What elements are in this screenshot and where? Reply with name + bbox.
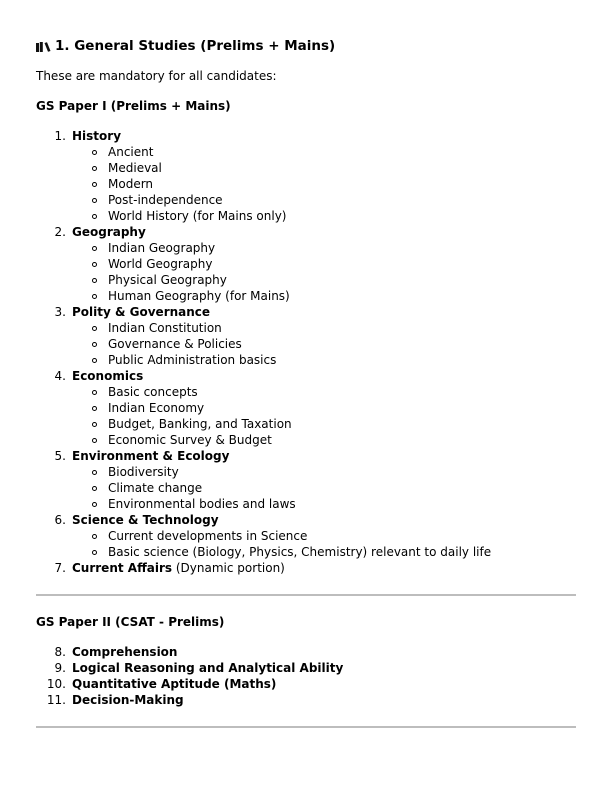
topic-name: Economics <box>72 369 144 383</box>
subtopic-item <box>72 432 576 448</box>
subtopic-text: Human Geography (for Mains) <box>108 289 290 303</box>
subtopic-item <box>72 192 576 208</box>
subtopic-item <box>72 256 576 272</box>
subtopic-text: Physical Geography <box>108 273 227 287</box>
item-number: 8. <box>54 645 66 659</box>
bullet-circle-icon <box>92 278 97 283</box>
topic-note: (Dynamic portion) <box>172 561 285 575</box>
paper1-topic-list <box>36 128 576 576</box>
subtopic-item <box>72 528 576 544</box>
bullet-circle-icon <box>92 422 97 427</box>
subtopic-list <box>72 144 576 224</box>
subtopic-text: Basic science (Biology, Physics, Chemistry) relevant to daily life <box>108 545 492 559</box>
item-number: 10. <box>46 677 66 691</box>
item-number: 7. <box>54 561 66 575</box>
item-number: 4. <box>54 369 66 383</box>
divider <box>36 594 576 596</box>
subtopic-text: Medieval <box>108 161 162 175</box>
subtopic-item <box>72 336 576 352</box>
subtopic-text: Ancient <box>108 145 154 159</box>
subtopic-text: Environmental bodies and laws <box>108 497 296 511</box>
subtopic-text: Modern <box>108 177 154 191</box>
subtopic-item <box>72 320 576 336</box>
subtopic-text: World History (for Mains only) <box>108 209 287 223</box>
list-item <box>36 448 576 512</box>
list-item <box>36 224 576 304</box>
bullet-circle-icon <box>92 406 97 411</box>
list-item <box>36 304 576 368</box>
subtopic-item <box>72 144 576 160</box>
list-item <box>36 560 576 576</box>
topic-name: Environment & Ecology <box>72 449 230 463</box>
topic-name: Current Affairs <box>72 561 173 575</box>
list-item <box>36 368 576 448</box>
subtopic-text: Indian Constitution <box>108 321 222 335</box>
bullet-circle-icon <box>92 246 97 251</box>
bullet-circle-icon <box>92 294 97 299</box>
subtopic-item <box>72 544 576 560</box>
subtopic-item <box>72 160 576 176</box>
subtopic-text: Current developments in Science <box>108 529 308 543</box>
paper2-title: GS Paper II (CSAT - Prelims) <box>36 615 225 629</box>
bullet-circle-icon <box>92 182 97 187</box>
section-title <box>36 0 576 54</box>
item-number: 6. <box>54 513 66 527</box>
subtopic-list <box>72 464 576 512</box>
paper1-title: GS Paper I (Prelims + Mains) <box>36 99 231 113</box>
section-title-text: 1. General Studies (Prelims + Mains) <box>55 38 336 54</box>
list-item <box>36 644 576 660</box>
list-item <box>36 512 576 560</box>
subtopic-item <box>72 272 576 288</box>
subtopic-list <box>72 320 576 368</box>
bullet-circle-icon <box>92 470 97 475</box>
subtopic-text: Post-independence <box>108 193 223 207</box>
subtopic-text: Indian Geography <box>108 241 216 255</box>
list-item <box>36 676 576 692</box>
subtopic-item <box>72 384 576 400</box>
item-number: 3. <box>54 305 66 319</box>
list-item <box>36 692 576 708</box>
list-item <box>36 128 576 224</box>
bullet-circle-icon <box>92 438 97 443</box>
item-number: 1. <box>54 129 66 143</box>
list-item <box>36 660 576 676</box>
topic-name: Science & Technology <box>72 513 219 527</box>
bullet-circle-icon <box>92 502 97 507</box>
bullet-circle-icon <box>92 198 97 203</box>
subtopic-item <box>72 208 576 224</box>
bullet-circle-icon <box>92 534 97 539</box>
topic-name: Comprehension <box>72 645 178 659</box>
subtopic-item <box>72 352 576 368</box>
item-number: 5. <box>54 449 66 463</box>
paper2-topic-list <box>36 644 576 708</box>
subtopic-item <box>72 176 576 192</box>
subtopic-text: Budget, Banking, and Taxation <box>108 417 292 431</box>
topic-name: Quantitative Aptitude (Maths) <box>72 677 277 691</box>
subtopic-text: Basic concepts <box>108 385 198 399</box>
subtopic-list <box>72 240 576 304</box>
item-number: 9. <box>54 661 66 675</box>
subtopic-item <box>72 464 576 480</box>
subtopic-text: Indian Economy <box>108 401 205 415</box>
subtopic-text: Public Administration basics <box>108 353 277 367</box>
topic-name: Polity & Governance <box>72 305 211 319</box>
subtopic-list <box>72 528 576 560</box>
item-number: 11. <box>46 693 66 707</box>
subtopic-list <box>72 384 576 448</box>
bullet-circle-icon <box>92 166 97 171</box>
topic-name: Geography <box>72 225 146 239</box>
bullet-circle-icon <box>92 150 97 155</box>
item-number: 2. <box>54 225 66 239</box>
subtopic-item <box>72 496 576 512</box>
subtopic-text: Governance & Policies <box>108 337 242 351</box>
bullet-circle-icon <box>92 214 97 219</box>
bullet-circle-icon <box>92 262 97 267</box>
subtopic-text: Economic Survey & Budget <box>108 433 272 447</box>
bullet-circle-icon <box>92 486 97 491</box>
divider <box>36 726 576 728</box>
topic-name: Logical Reasoning and Analytical Ability <box>72 661 344 675</box>
topic-name: Decision-Making <box>72 693 184 707</box>
bullet-circle-icon <box>92 326 97 331</box>
subtopic-text: Biodiversity <box>108 465 179 479</box>
subtopic-text: World Geography <box>108 257 213 271</box>
subtopic-item <box>72 416 576 432</box>
subtopic-item <box>72 400 576 416</box>
subtopic-item <box>72 288 576 304</box>
books-icon <box>36 41 51 52</box>
section-intro: These are mandatory for all candidates: <box>36 69 277 83</box>
subtopic-item <box>72 240 576 256</box>
subtopic-item <box>72 480 576 496</box>
bullet-circle-icon <box>92 550 97 555</box>
subtopic-text: Climate change <box>108 481 203 495</box>
bullet-circle-icon <box>92 358 97 363</box>
bullet-circle-icon <box>92 342 97 347</box>
topic-name: History <box>72 129 122 143</box>
bullet-circle-icon <box>92 390 97 395</box>
